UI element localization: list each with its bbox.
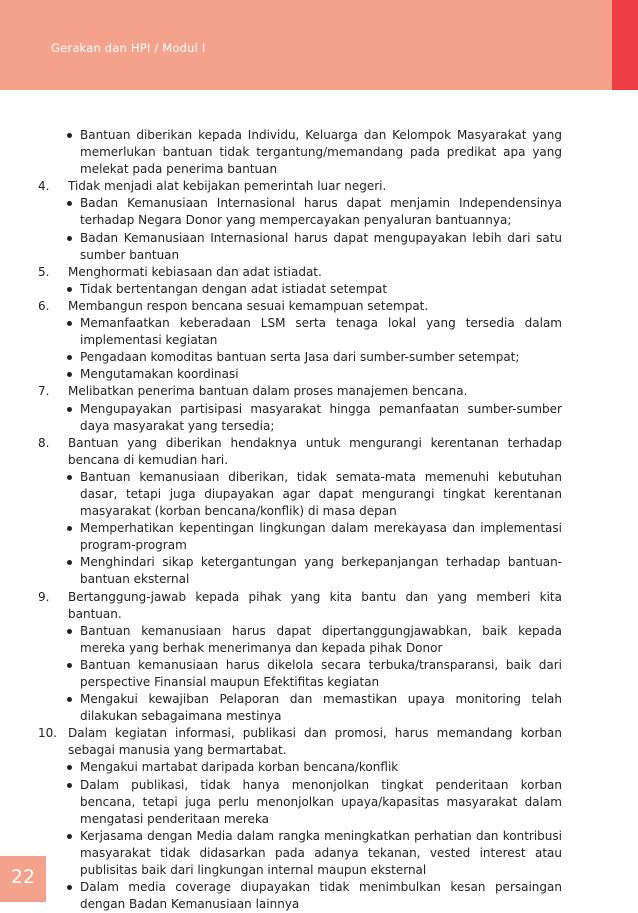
bullet-dot-icon: [67, 885, 72, 890]
bullet-dot-icon: [67, 475, 72, 480]
bullet-dot-icon: [67, 783, 72, 788]
bullet-item: [38, 349, 562, 366]
bullet-dot-icon: [67, 697, 72, 702]
item-text: Melibatkan penerima bantuan dalam proses manajemen bencana.: [68, 384, 468, 399]
item-number: 4.: [38, 179, 50, 194]
numbered-item: [38, 298, 562, 315]
page-number-box: [0, 856, 46, 902]
numbered-item: [38, 435, 562, 469]
bullet-item: [38, 230, 562, 264]
bullet-dot-icon: [67, 834, 72, 839]
item-text: Tidak menjadi alat kebijakan pemerintah luar negeri.: [68, 179, 387, 194]
numbered-item: [38, 589, 562, 623]
bullet-item: [38, 315, 562, 349]
page-header: [0, 0, 638, 90]
header-title: Gerakan dan HPI / Modul I: [51, 41, 206, 55]
item-number: 6.: [38, 298, 50, 313]
item-number: 10.: [38, 726, 58, 741]
item-text: Bantuan yang diberikan hendaknya untuk mengurangi kerentanan terhadap bencana di kemudian hari.: [68, 435, 562, 467]
item-text: Bertanggung-jawab kepada pihak yang kita bantu dan yang memberi kita bantuan.: [68, 589, 562, 621]
bullet-dot-icon: [67, 526, 72, 531]
item-text: Mengakui martabat daripada korban bencana/konflik: [80, 760, 399, 775]
bullet-dot-icon: [67, 201, 72, 206]
bullet-dot-icon: [67, 133, 72, 138]
bullet-dot-icon: [67, 321, 72, 326]
header-accent-bar: [612, 0, 638, 90]
item-text: Menghormati kebiasaan dan adat istiadat.: [68, 264, 322, 279]
bullet-dot-icon: [67, 287, 72, 292]
item-text: Dalam kegiatan informasi, publikasi dan promosi, harus memandang korban sebagai manusia yang bermartabat.: [68, 726, 562, 758]
numbered-item: [38, 383, 562, 400]
item-text: Badan Kemanusiaan Internasional harus dapat menjamin Independensinya terhadap Negara Donor yang mempercayakan penyaluran bantuannya;: [80, 196, 562, 228]
item-text: Bantuan kemanusiaan diberikan, tidak semata-mata memenuhi kebutuhan dasar, tetapi juga diupayakan agar dapat mengurangi tingkat kerentanan masyarakat (korban bencana/konflik) di masa depan: [80, 469, 562, 519]
numbered-item: [38, 725, 562, 759]
item-text: Kerjasama dengan Media dalam rangka meningkatkan perhatian dan kontribusi masyarakat tidak didasarkan pada adanya tekanan, vested interest atau publisitas baik dari lingkungan internal maupun eksternal: [80, 828, 562, 878]
item-text: Mengakui kewajiban Pelaporan dan memastikan upaya monitoring telah dilakukan sebagaimana mestinya: [80, 692, 562, 724]
item-text: Tidak bertentangan dengan adat istiadat setempat: [80, 281, 388, 296]
bullet-item: [38, 520, 562, 554]
bullet-dot-icon: [67, 355, 72, 360]
bullet-item: [38, 554, 562, 588]
bullet-item: [38, 691, 562, 725]
item-text: Badan Kemanusiaan Internasional harus dapat mengupayakan lebih dari satu sumber bantuan: [80, 230, 562, 262]
item-text: Bantuan kemanusiaan harus dapat dipertanggungjawabkan, baik kepada mereka yang berhak menerimanya dan kepada pihak Donor: [80, 623, 562, 655]
item-number: 7.: [38, 384, 50, 399]
bullet-item: [38, 366, 562, 383]
page-number: 22: [10, 866, 36, 888]
item-text: Memperhatikan kepentingan lingkungan dalam merekayasa dan implementasi program-program: [80, 521, 562, 553]
item-number: 5.: [38, 264, 50, 279]
bullet-item: [38, 759, 562, 776]
bullet-dot-icon: [67, 560, 72, 565]
item-text: Membangun respon bencana sesuai kemampuan setempat.: [68, 298, 429, 313]
item-text: Memanfaatkan keberadaan LSM serta tenaga lokal yang tersedia dalam implementasi kegiatan: [80, 316, 562, 348]
item-text: Menghindari sikap ketergantungan yang berkepanjangan terhadap bantuan-bantuan eksternal: [80, 555, 562, 587]
bullet-dot-icon: [67, 372, 72, 377]
item-text: Bantuan kemanusiaan harus dikelola secara terbuka/transparansi, baik dari perspective Finansial maupun Efektifitas kegiatan: [80, 657, 562, 689]
numbered-item: [38, 178, 562, 195]
bullet-item: [38, 623, 562, 657]
item-text: Mengupayakan partisipasi masyarakat hingga pemanfaatan sumber-sumber daya masyarakat yang tersedia;: [80, 401, 562, 433]
item-text: Dalam publikasi, tidak hanya menonjolkan tingkat penderitaan korban bencana, tetapi juga perlu menonjolkan upaya/kapasitas masyarakat dalam mengatasi penderitaan mereka: [80, 777, 562, 826]
bullet-item: [38, 657, 562, 691]
document-body: [38, 127, 562, 913]
bullet-item: [38, 281, 562, 298]
bullet-item: [38, 401, 562, 435]
bullet-item: [38, 828, 562, 879]
item-number: 9.: [38, 589, 50, 604]
item-text: Mengutamakan koordinasi: [80, 367, 239, 382]
bullet-item: [38, 195, 562, 229]
item-text: Bantuan diberikan kepada Individu, Keluarga dan Kelompok Masyarakat yang memerlukan bantuan tidak tergantung/memandang pada predikat apa yang melekat pada penerima bantuan: [80, 128, 562, 177]
bullet-item: [38, 777, 562, 828]
bullet-dot-icon: [67, 236, 72, 241]
bullet-dot-icon: [67, 663, 72, 668]
bullet-dot-icon: [67, 407, 72, 412]
numbered-item: [38, 264, 562, 281]
bullet-dot-icon: [67, 629, 72, 634]
item-text: Pengadaan komoditas bantuan serta Jasa dari sumber-sumber setempat;: [80, 350, 520, 365]
bullet-dot-icon: [67, 765, 72, 770]
bullet-item: [38, 879, 562, 913]
bullet-item: [38, 469, 562, 520]
item-text: Dalam media coverage diupayakan tidak menimbulkan kesan persaingan dengan Badan Kemanusiaan lainnya: [80, 880, 562, 912]
bullet-item: [38, 127, 562, 178]
item-number: 8.: [38, 435, 50, 450]
